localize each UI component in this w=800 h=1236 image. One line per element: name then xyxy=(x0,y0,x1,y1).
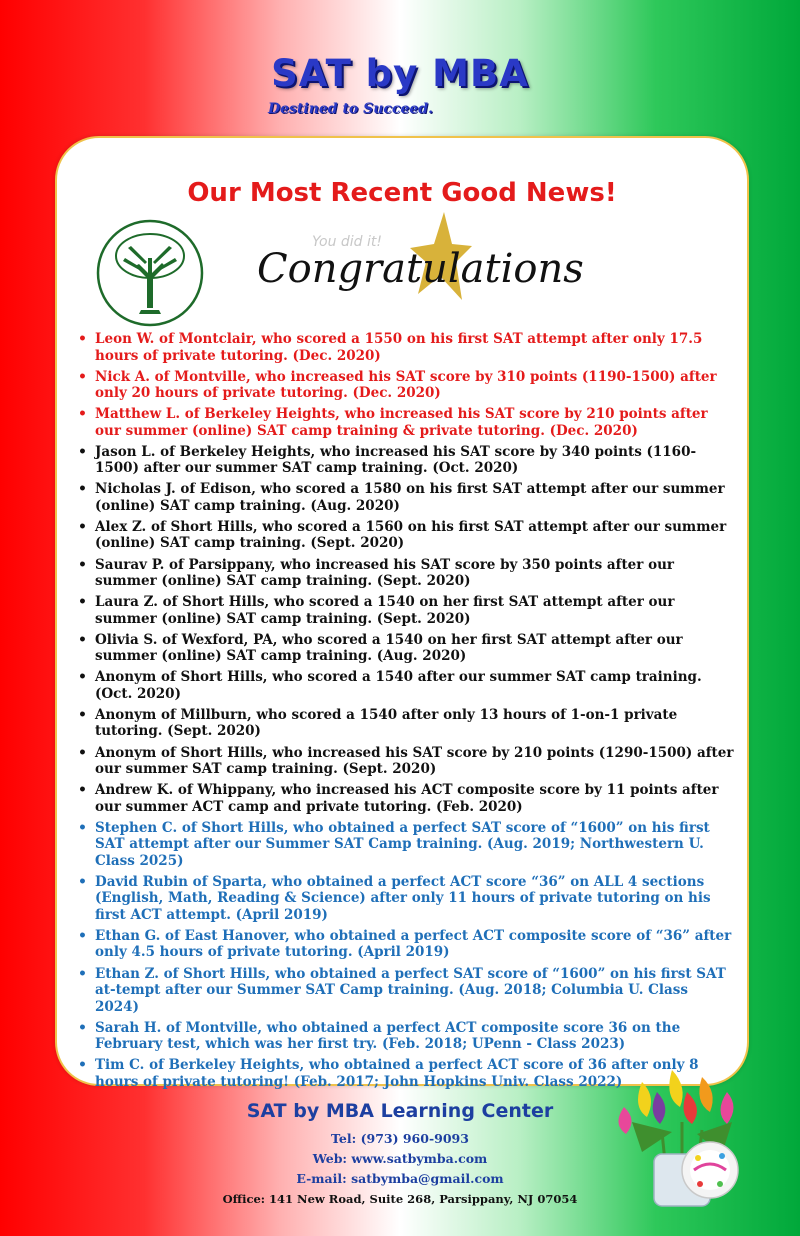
news-item: • Alex Z. of Short Hills, who scored a 1560 on his first SAT attempt after our summer (online) SAT camp training. (Sept. 2020) xyxy=(75,519,735,552)
news-item: • Jason L. of Berkeley Heights, who increased his SAT score by 340 points (1160-1500) after our summer SAT camp training. (Oct. 2020) xyxy=(75,444,735,477)
congrats-small-text: You did it! xyxy=(312,234,383,250)
news-item: • Anonym of Short Hills, who scored a 1540 after our summer SAT camp training. (Oct. 2020) xyxy=(75,669,735,702)
footer-web[interactable]: Web: www.satbymba.com xyxy=(312,1151,488,1166)
news-item: • Matthew L. of Berkeley Heights, who increased his SAT score by 210 points after our summer (online) SAT camp training & private tutoring. (Dec. 2020) xyxy=(75,406,735,439)
news-list xyxy=(75,331,735,1095)
news-item: • Tim C. of Berkeley Heights, who obtained a perfect ACT score of 36 after only 8 hours of private tutoring! (Feb. 2017; John Hopkins Univ. Class 2022) xyxy=(75,1057,735,1090)
brand-tagline: Destined to Succeed. xyxy=(268,101,433,117)
news-item: • Laura Z. of Short Hills, who scored a 1540 on her first SAT attempt after our summer (online) SAT camp training. (Sept. 2020) xyxy=(75,594,735,627)
news-item: • Ethan G. of East Hanover, who obtained a perfect ACT composite score of “36” after only 4.5 hours of private tutoring. (April 2019) xyxy=(75,928,735,961)
footer-office: Office: 141 New Road, Suite 268, Parsippany, NJ 07054 xyxy=(222,1192,578,1206)
footer-email[interactable]: E-mail: satbymba@gmail.com xyxy=(296,1171,504,1186)
congrats-big-text: Congratulations xyxy=(257,246,584,292)
news-item: • Saurav P. of Parsippany, who increased his SAT score by 350 points after our summer (online) SAT camp training. (Sept. 2020) xyxy=(75,557,735,590)
news-item: • Stephen C. of Short Hills, who obtained a perfect SAT score of “1600” on his first SAT attempt after our Summer SAT Camp training. (Aug. 2019; Northwestern U. Class 2025) xyxy=(75,820,735,870)
flower-bouquet-icon xyxy=(602,1062,762,1212)
news-item: • Nicholas J. of Edison, who scored a 1580 on his first SAT attempt after our summer (online) SAT camp training. (Aug. 2020) xyxy=(75,481,735,514)
news-item: • Anonym of Millburn, who scored a 1540 after only 13 hours of 1-on-1 private tutoring. (Sept. 2020) xyxy=(75,707,735,740)
congratulations-banner xyxy=(252,218,584,308)
footer-tel: Tel: (973) 960-9093 xyxy=(331,1131,469,1146)
brand-title: SAT by MBA xyxy=(271,52,529,95)
news-item: • Leon W. of Montclair, who scored a 1550 on his first SAT attempt after only 17.5 hours of private tutoring. (Dec. 2020) xyxy=(75,331,735,364)
news-item: • Olivia S. of Wexford, PA, who scored a 1540 on her first SAT attempt after our summer (online) SAT camp training. (Aug. 2020) xyxy=(75,632,735,665)
news-item: • Nick A. of Montville, who increased his SAT score by 310 points (1190-1500) after only 20 hours of private tutoring. (Dec. 2020) xyxy=(75,369,735,402)
news-item: • Ethan Z. of Short Hills, who obtained a perfect SAT score of “1600” on his first SAT at-tempt after our Summer SAT Camp training. (Aug. 2018; Columbia U. Class 2024) xyxy=(75,966,735,1016)
news-item: • Sarah H. of Montville, who obtained a perfect ACT composite score 36 on the February test, which was her first try. (Feb. 2018; UPenn - Class 2023) xyxy=(75,1020,735,1053)
news-item: • David Rubin of Sparta, who obtained a perfect ACT score “36” on ALL 4 sections (English, Math, Reading & Science) after only 11 hours of private tutoring on his first ACT attempt. (April 2019) xyxy=(75,874,735,924)
news-heading: Our Most Recent Good News! xyxy=(187,178,617,208)
footer-title: SAT by MBA Learning Center xyxy=(246,1100,554,1122)
news-item: • Andrew K. of Whippany, who increased his ACT composite score by 11 points after our summer ACT camp and private tutoring. (Feb. 2020) xyxy=(75,782,735,815)
news-item: • Anonym of Short Hills, who increased his SAT score by 210 points (1290-1500) after our summer SAT camp training. (Sept. 2020) xyxy=(75,745,735,778)
tree-logo-icon xyxy=(95,218,205,328)
news-card xyxy=(55,136,749,1090)
